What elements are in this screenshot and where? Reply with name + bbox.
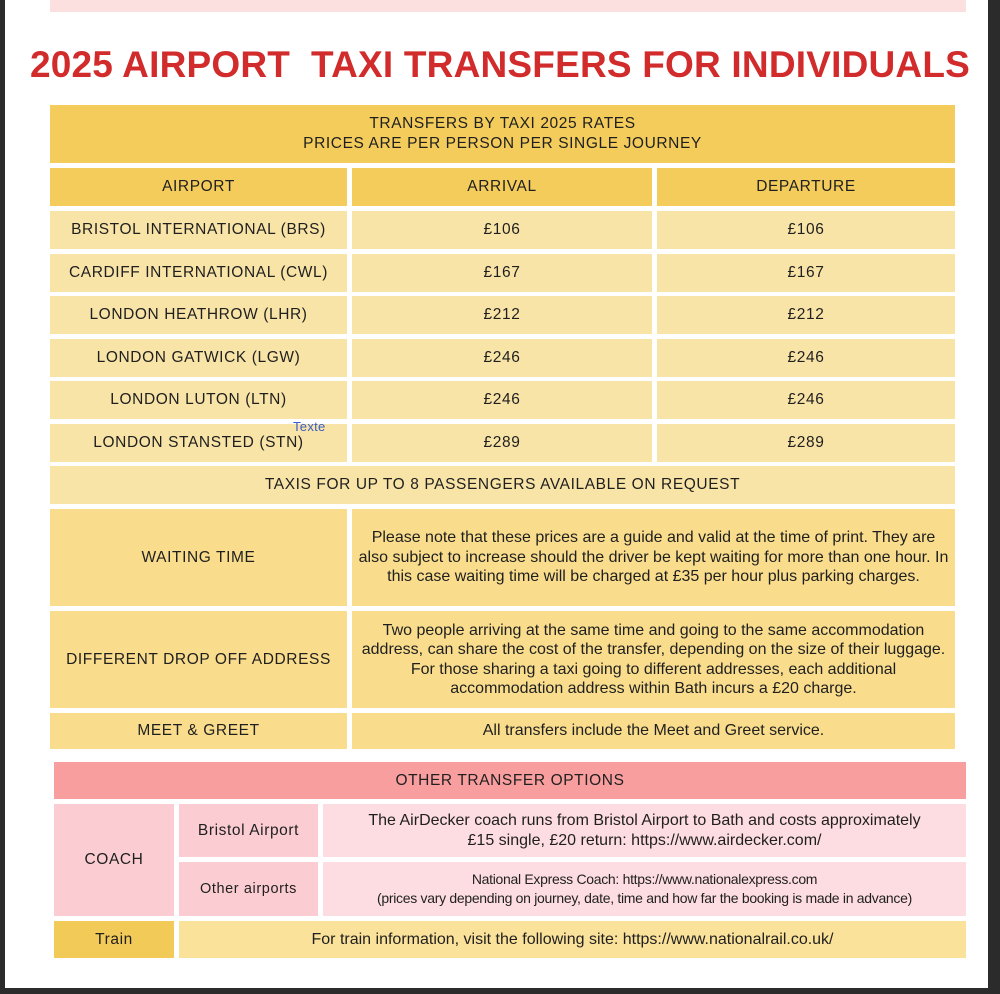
row-departure: £246 — [657, 339, 955, 377]
other-options-header: OTHER TRANSFER OPTIONS — [54, 762, 966, 799]
row-arrival: £167 — [352, 254, 652, 292]
row-departure: £106 — [657, 211, 955, 249]
train-label: Train — [54, 921, 174, 958]
rates-header-line2: PRICES ARE PER PERSON PER SINGLE JOURNEY — [303, 135, 702, 152]
row-departure: £246 — [657, 381, 955, 419]
page-title: 2025 AIRPORT TAXI TRANSFERS FOR INDIVIDUALS — [29, 44, 971, 85]
waiting-time-label: WAITING TIME — [50, 509, 347, 606]
row-departure: £212 — [657, 296, 955, 334]
other-airports-text-line2: (prices vary depending on journey, date, time and how far the booking is made in advance) — [377, 890, 912, 906]
top-strip — [50, 0, 966, 12]
other-airports-label: Other airports — [179, 862, 318, 916]
row-airport: LONDON GATWICK (LGW) — [50, 339, 347, 377]
row-arrival: £212 — [352, 296, 652, 334]
column-header-airport: AIRPORT — [50, 168, 347, 206]
other-airports-text-line1: National Express Coach: https://www.nationalexpress.com — [471, 871, 818, 887]
waiting-time-text: Please note that these prices are a guide and valid at the time of print. They are also subject to increase should the driver be kept waiting for more than one hour. In this case waiting time will be charged at £35 per hour plus parking charges. — [352, 509, 955, 606]
rates-header-line1: TRANSFERS BY TAXI 2025 RATES — [369, 115, 636, 132]
meet-greet-text: All transfers include the Meet and Greet service. — [352, 713, 955, 749]
meet-greet-label: MEET & GREET — [50, 713, 347, 749]
row-arrival: £246 — [352, 381, 652, 419]
train-text: For train information, visit the following site: https://www.nationalrail.co.uk/ — [179, 921, 966, 958]
row-airport: LONDON STANSTED (STN) — [50, 424, 347, 462]
row-arrival: £106 — [352, 211, 652, 249]
dropoff-text: Two people arriving at the same time and going to the same accommodation address, can share the cost of the transfer, depending on the size of their luggage. For those sharing a taxi going to different addresses, each additional accommodation address within Bath incurs a £20 charge. — [352, 611, 955, 708]
row-arrival: £289 — [352, 424, 652, 462]
rates-header — [50, 105, 955, 163]
column-header-arrival: ARRIVAL — [352, 168, 652, 206]
dropoff-label: DIFFERENT DROP OFF ADDRESS — [50, 611, 347, 708]
annotation-label[interactable]: Texte — [293, 419, 326, 434]
bristol-airport-label: Bristol Airport — [179, 804, 318, 857]
taxis-note: TAXIS FOR UP TO 8 PASSENGERS AVAILABLE ON REQUEST — [50, 466, 955, 504]
row-airport: BRISTOL INTERNATIONAL (BRS) — [50, 211, 347, 249]
bristol-airport-text: The AirDecker coach runs from Bristol Airport to Bath and costs approximately £15 single, £20 return: https://www.airdecker.com/ — [323, 804, 966, 857]
other-airports-text — [323, 862, 966, 916]
row-airport: CARDIFF INTERNATIONAL (CWL) — [50, 254, 347, 292]
row-departure: £289 — [657, 424, 955, 462]
row-airport: LONDON LUTON (LTN) — [50, 381, 347, 419]
coach-label: COACH — [54, 804, 174, 916]
row-airport: LONDON HEATHROW (LHR) — [50, 296, 347, 334]
column-header-departure: DEPARTURE — [657, 168, 955, 206]
row-arrival: £246 — [352, 339, 652, 377]
row-departure: £167 — [657, 254, 955, 292]
